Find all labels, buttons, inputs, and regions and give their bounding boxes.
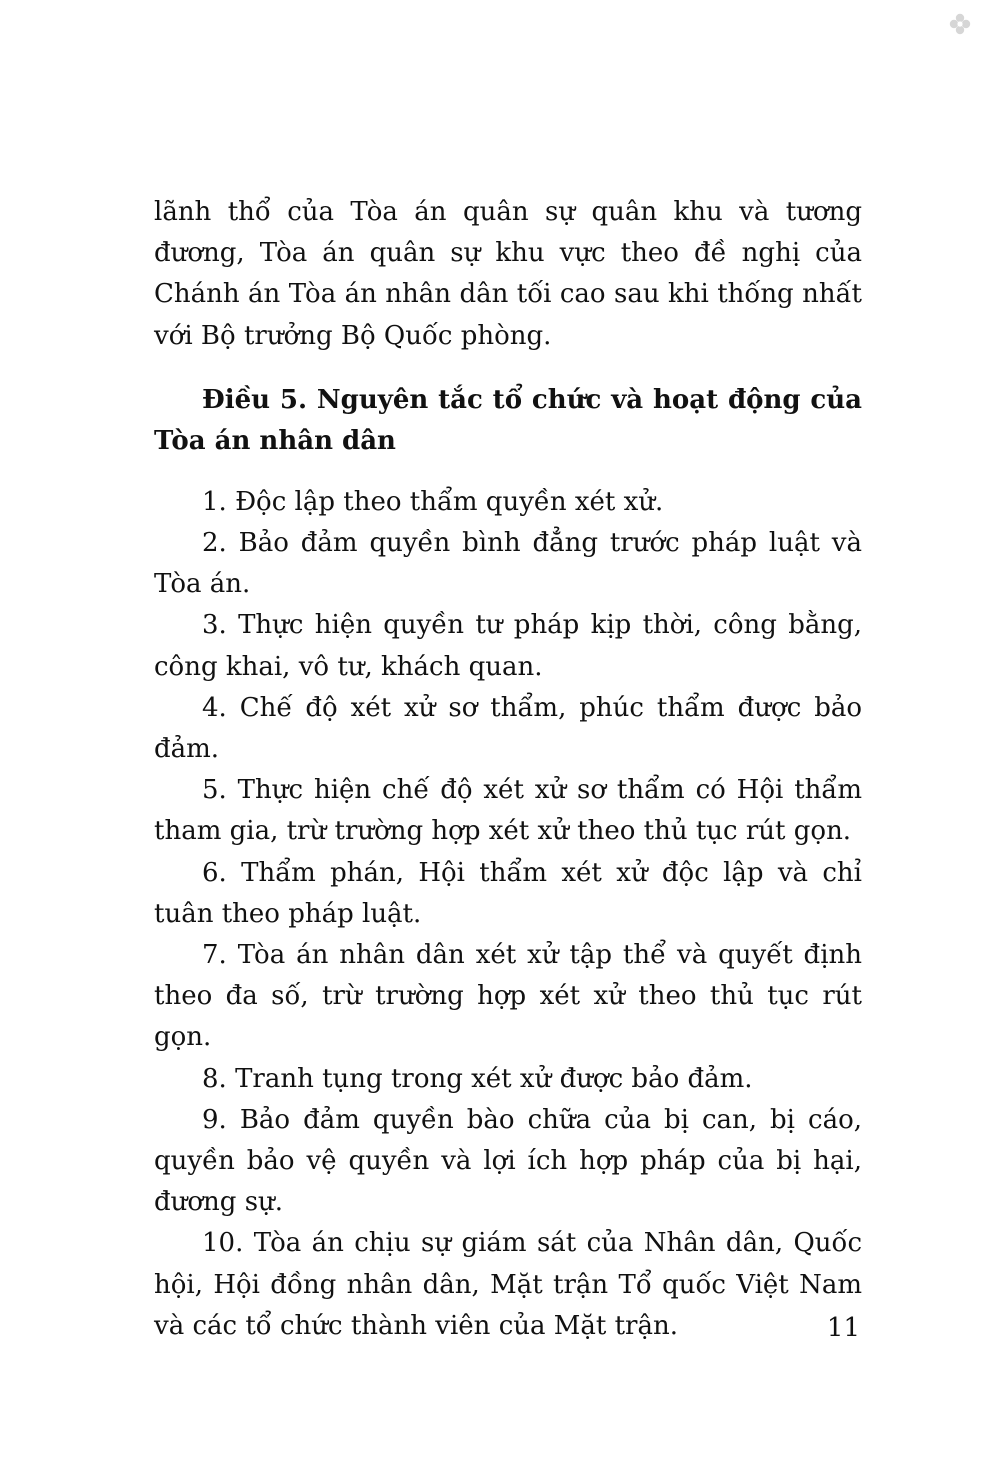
list-item: 6. Thẩm phán, Hội thẩm xét xử độc lập và chỉ tuân theo pháp luật. [154, 857, 862, 929]
list-item: 10. Tòa án chịu sự giám sát của Nhân dân, Quốc hội, Hội đồng nhân dân, Mặt trận Tổ quốc Việt Nam và các tổ chức thành viên của Mặt trận. [154, 1228, 862, 1341]
list-item: 5. Thực hiện chế độ xét xử sơ thẩm có Hội thẩm tham gia, trừ trường hợp xét xử theo thủ tục rút gọn. [154, 775, 862, 847]
list-item: 7. Tòa án nhân dân xét xử tập thể và quyết định theo đa số, trừ trường hợp xét xử theo thủ tục rút gọn. [154, 940, 862, 1053]
list-item: 9. Bảo đảm quyền bào chữa của bị can, bị cáo, quyền bảo vệ quyền và lợi ích hợp pháp của bị hại, đương sự. [154, 1104, 862, 1218]
flower-ornament-icon [948, 12, 972, 36]
article-heading: Điều 5. Nguyên tắc tổ chức và hoạt động của Tòa án nhân dân [154, 384, 862, 456]
page-number: 11 [826, 1313, 860, 1343]
list-item: 4. Chế độ xét xử sơ thẩm, phúc thẩm được bảo đảm. [154, 692, 862, 765]
list-item: 3. Thực hiện quyền tư pháp kịp thời, công bằng, công khai, vô tư, khách quan. [154, 610, 862, 682]
list-item: 8. Tranh tụng trong xét xử được bảo đảm. [202, 1063, 753, 1094]
list-item: 1. Độc lập theo thẩm quyền xét xử. [202, 486, 664, 517]
page-body [154, 192, 862, 1347]
list-item: 2. Bảo đảm quyền bình đẳng trước pháp luật và Tòa án. [154, 528, 862, 600]
continuation-paragraph: lãnh thổ của Tòa án quân sự quân khu và tương đương, Tòa án quân sự khu vực theo đề nghị của Chánh án Tòa án nhân dân tối cao sau khi thống nhất với Bộ trưởng Bộ Quốc phòng. [154, 197, 862, 351]
